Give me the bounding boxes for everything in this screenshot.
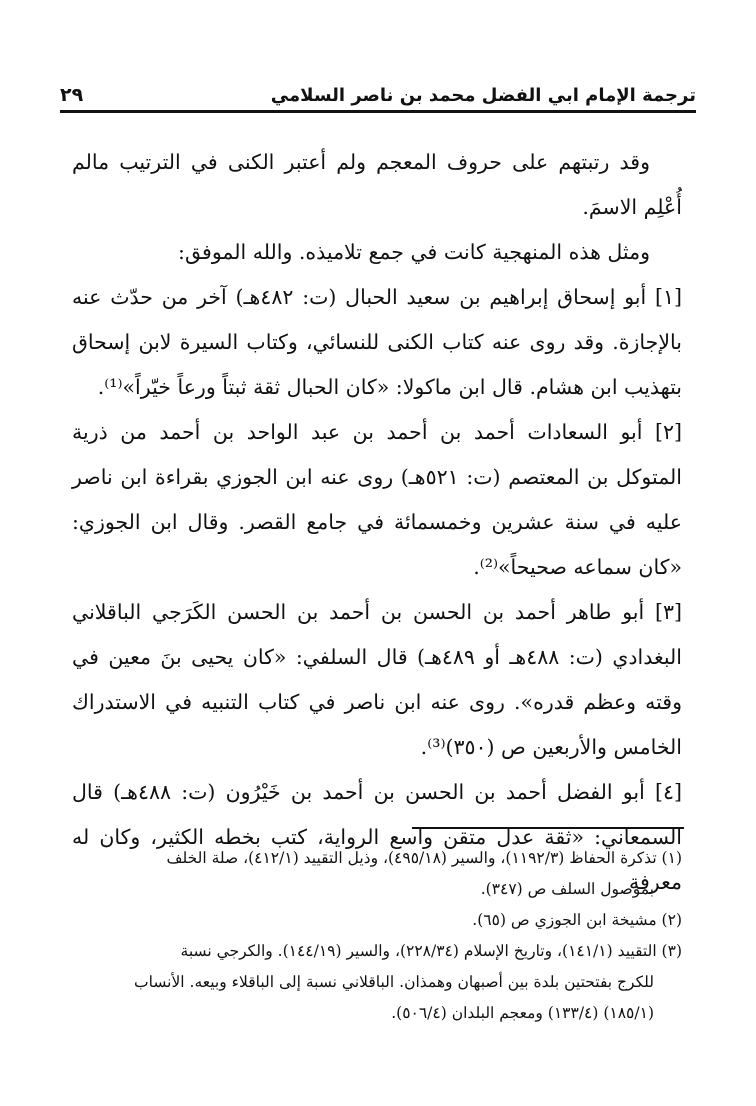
running-header: [60, 72, 696, 113]
footnotes: [72, 843, 682, 1029]
header-title: ترجمة الإمام ابي الفضل محمد بن ناصر السلامي: [270, 85, 696, 106]
entry-4: [٤] أبو الفضل أحمد بن الحسن بن أحمد بن خَيْرُون (ت: ٤٨٨هـ) قال السمعاني: «ثقة عدل متقن واسع الرواية، كتب بخطه الكثير، وكان له معرفة: [72, 780, 682, 894]
footnote-separator: [412, 827, 684, 829]
page-number: ٢٩: [60, 84, 84, 106]
footnote-3-line-2: للكرج بفتحتين بلدة بين أصبهان وهمذان. الباقلاني نسبة إلى الباقلاء وبيعه. الأنساب: [134, 973, 654, 991]
paragraph-intro: وقد رتبتهم على حروف المعجم ولم أعتبر الكنى في الترتيب مالم أُعْلِم الاسمَ.: [72, 150, 682, 219]
footnote-1-line-1: (١) تذكرة الحفاظ (١١٩٢/٣)، والسير (٤٩٥/١٨)، وذيل التقييد (٤١٢/١)، صلة الخلف: [166, 849, 682, 867]
footnote-3-line-3: (١٨٥/١) (١٣٣/٤) ومعجم البلدان (٥٠٦/٤).: [391, 1004, 654, 1022]
entry-2: [٢] أبو السعادات أحمد بن أحمد بن عبد الواحد بن أحمد من ذرية المتوكل بن المعتصم (ت: ٥٢١هـ) روى عنه ابن الجوزي بقراءة ابن ناصر عليه في سنة عشرين وخمسمائة في جامع القصر. وقال ابن الجوزي: «كان سماعه صحيحاً»⁽²⁾.: [72, 420, 682, 579]
entry-3: [٣] أبو طاهر أحمد بن الحسن بن أحمد بن الحسن الكَرَجي الباقلاني البغدادي (ت: ٤٨٨هـ أو ٤٨٩هـ) قال السلفي: «كان يحيى بنَ معين في وقته وعظم قدره». روى عنه ابن ناصر في كتاب التنبيه في الاستدراك الخامس والأربعين ص (٣٥٠)⁽³⁾.: [72, 600, 682, 759]
paragraph-method: ومثل هذه المنهجية كانت في جمع تلاميذه. والله الموفق:: [178, 240, 650, 264]
footnote-1-line-2: بموصول السلف ص (٣٤٧).: [480, 880, 654, 898]
entry-1: [١] أبو إسحاق إبراهيم بن سعيد الحبال (ت: ٤٨٢هـ) آخر من حدّث عنه بالإجازة. وقد روى عنه كتاب الكنى للنسائي، وكتاب السيرة لابن إسحاق بتهذيب ابن هشام. قال ابن ماكولا: «كان الحبال ثقة ثبتاً ورعاً خيّراً»⁽¹⁾.: [72, 285, 682, 399]
footnote-2: (٢) مشيخة ابن الجوزي ص (٦٥).: [472, 911, 682, 929]
footnote-3-line-1: (٣) التقييد (١٤١/١)، وتاريخ الإسلام (٢٢٨/٣٤)، والسير (١٤٤/١٩). والكرجي نسبة: [180, 942, 682, 960]
main-text: [72, 140, 682, 905]
